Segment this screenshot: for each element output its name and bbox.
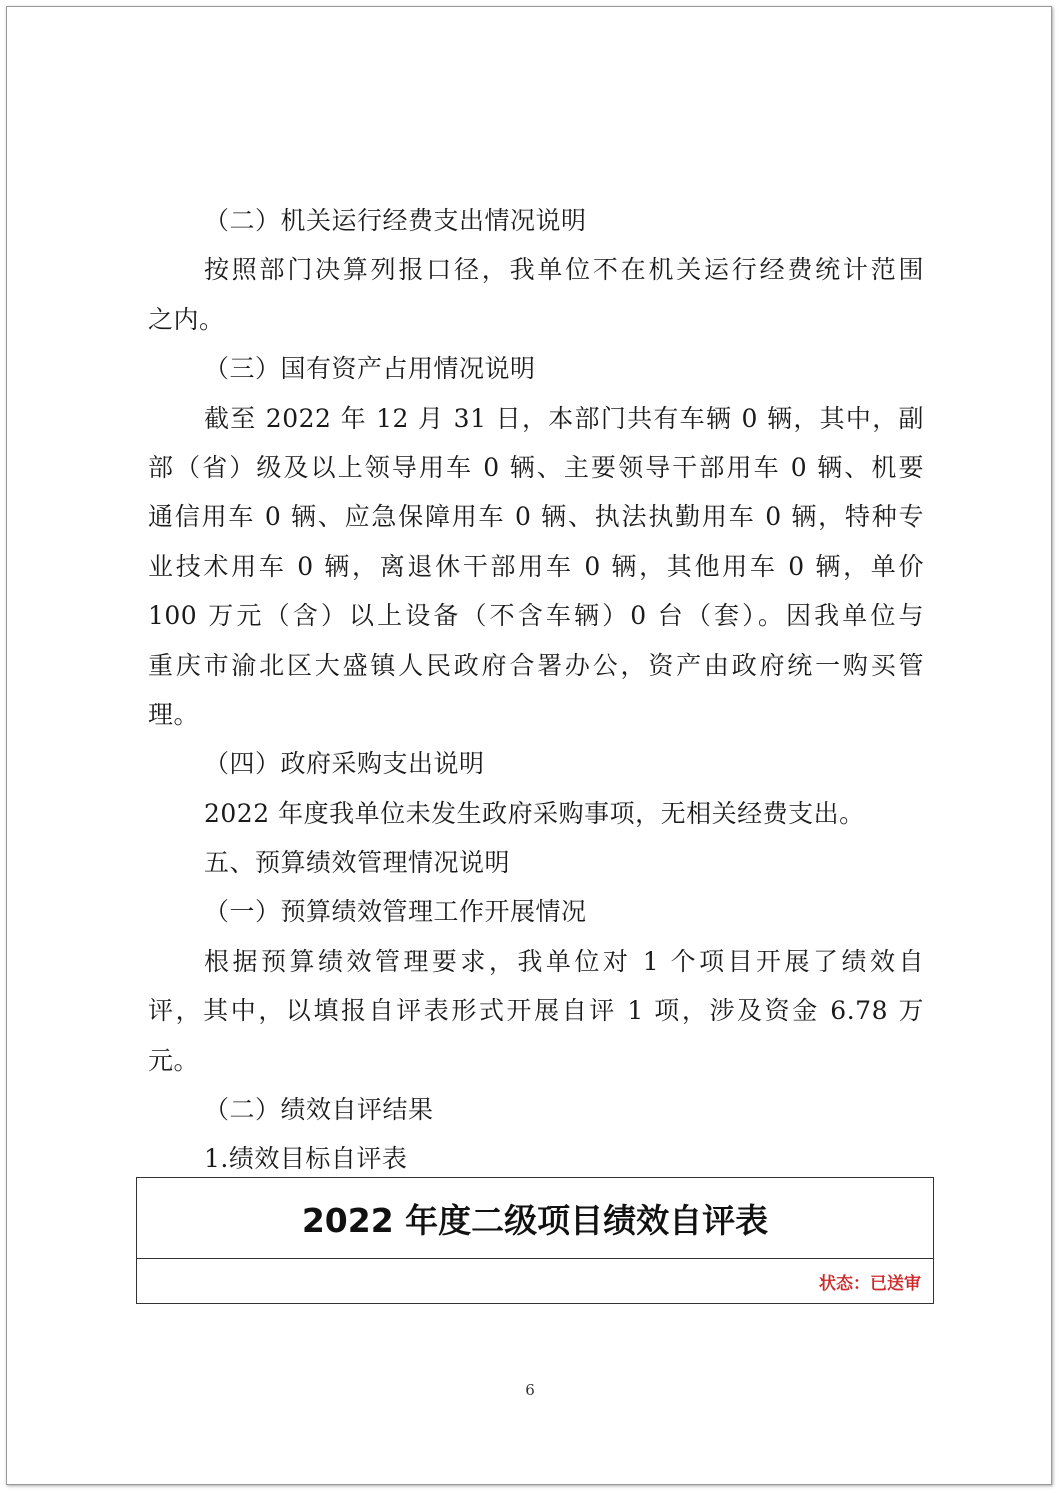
paragraph-line: 理。 <box>148 699 200 729</box>
section-heading-performance: 五、预算绩效管理情况说明 <box>204 848 511 878</box>
paragraph-line: 2022 年度我单位未发生政府采购事项，无相关经费支出。 <box>204 798 865 828</box>
section-heading-admin-expenses: （二）机关运行经费支出情况说明 <box>204 206 587 235</box>
section-heading-self-evaluation: （二）绩效自评结果 <box>204 1095 434 1125</box>
paragraph-line: 业技术用车 0 辆，离退休干部用车 0 辆，其他用车 0 辆，单价 <box>148 551 924 581</box>
paragraph-line: 100 万元（含）以上设备（不含车辆）0 台（套）。因我单位与 <box>148 601 924 631</box>
section-heading-procurement: （四）政府采购支出说明 <box>204 749 485 779</box>
self-evaluation-table <box>136 1177 934 1304</box>
paragraph-line: 评，其中，以填报自评表形式开展自评 1 项，涉及资金 6.78 万 <box>148 996 924 1026</box>
paragraph-line: 元。 <box>148 1045 200 1075</box>
subheading-target-table: 1.绩效目标自评表 <box>204 1144 408 1174</box>
paragraph-line: 截至 2022 年 12 月 31 日，本部门共有车辆 0 辆，其中，副 <box>204 403 924 433</box>
section-heading-state-assets: （三）国有资产占用情况说明 <box>204 354 536 384</box>
table-title: 2022 年度二级项目绩效自评表 <box>137 1178 933 1259</box>
document-body <box>148 196 924 1184</box>
paragraph-line: 重庆市渝北区大盛镇人民政府合署办公，资产由政府统一购买管 <box>148 650 924 680</box>
status-label: 状态：已送审 <box>819 1273 921 1294</box>
section-heading-performance-work: （一）预算绩效管理工作开展情况 <box>204 897 587 927</box>
page-number: 6 <box>525 1381 535 1399</box>
paragraph-line: 通信用车 0 辆、应急保障用车 0 辆、执法执勤用车 0 辆，特种专 <box>148 502 924 532</box>
paragraph-line: 按照部门决算列报口径，我单位不在机关运行经费统计范围 <box>204 255 924 285</box>
paragraph-line: 根据预算绩效管理要求，我单位对 1 个项目开展了绩效自 <box>204 946 924 976</box>
paragraph-line: 之内。 <box>148 304 225 334</box>
paragraph-line: 部（省）级及以上领导用车 0 辆、主要领导干部用车 0 辆、机要 <box>148 452 924 482</box>
